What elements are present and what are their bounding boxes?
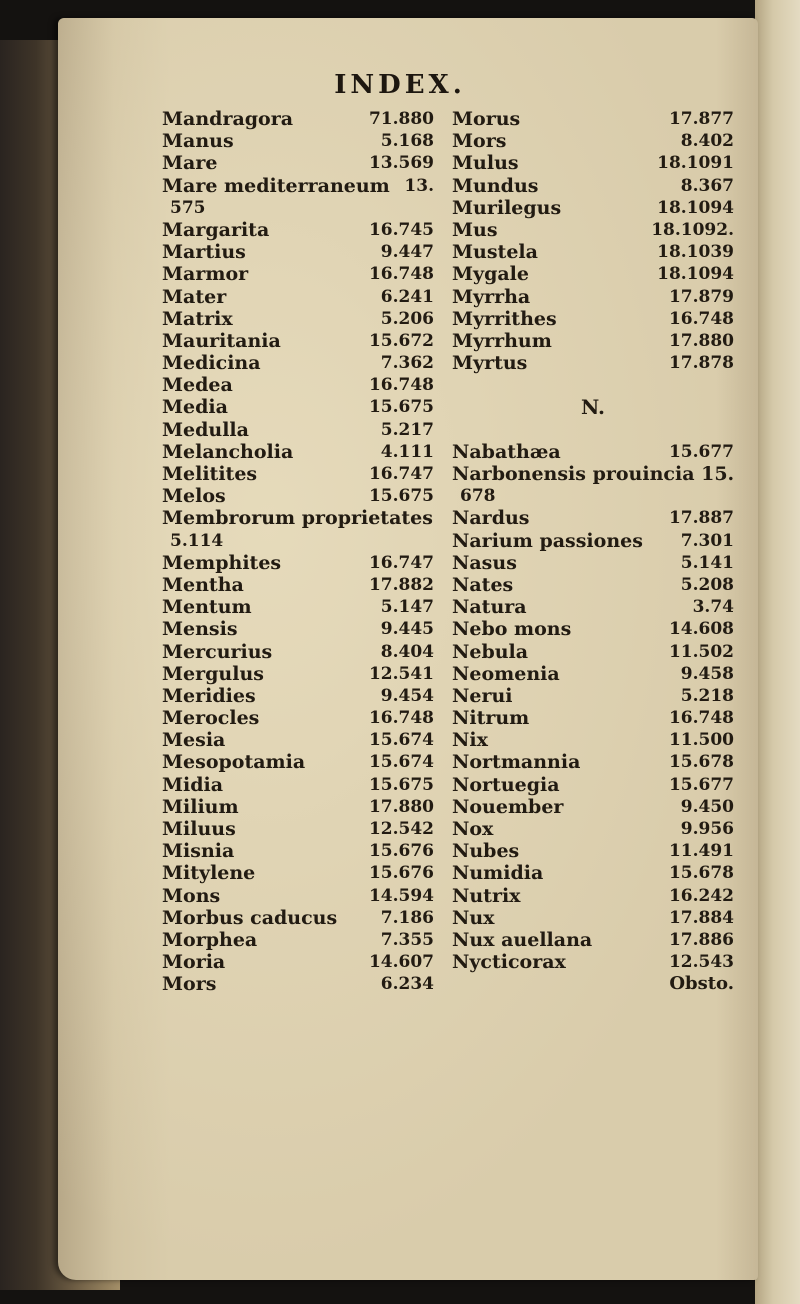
index-term: Margarita (162, 218, 270, 241)
index-reference: 5.141 (680, 552, 734, 573)
index-reference: 17.887 (668, 508, 734, 529)
index-entry (162, 308, 434, 330)
index-reference: 15.674 (368, 752, 434, 773)
index-reference: 15.675 (368, 397, 434, 418)
index-entry (162, 951, 434, 973)
index-reference: 15.675 (368, 774, 434, 795)
index-reference: 8.367 (680, 175, 734, 196)
index-reference: 7.362 (380, 353, 434, 374)
index-term: Milium (162, 795, 239, 818)
index-entry (452, 175, 734, 197)
index-entry (162, 374, 434, 396)
index-term: Morphea (162, 928, 258, 951)
index-term: Mater (162, 285, 227, 308)
index-entry (162, 596, 434, 618)
index-entry (452, 840, 734, 862)
index-entry (162, 552, 434, 574)
index-term: Myrrithes (452, 307, 557, 330)
index-term: Mare mediterraneum (162, 174, 390, 197)
index-entry (452, 862, 734, 884)
index-term: Mercurius (162, 640, 273, 663)
index-entry (162, 641, 434, 663)
index-entry (452, 796, 734, 818)
index-term: Membrorum proprietates (162, 507, 433, 530)
index-entry (452, 552, 734, 574)
index-entry (452, 130, 734, 152)
index-term: Nux auellana (452, 928, 593, 951)
index-entry (452, 308, 734, 330)
index-reference: 15.677 (668, 774, 734, 795)
index-reference: 8.404 (380, 641, 434, 662)
index-entry (162, 197, 434, 219)
index-term: Natura (452, 596, 527, 619)
index-reference: 17.878 (668, 353, 734, 374)
index-entry (452, 929, 734, 951)
index-term: Nitrum (452, 707, 530, 730)
index-reference: 14.607 (368, 952, 434, 973)
index-reference: 17.884 (668, 907, 734, 928)
index-reference: 13.569 (368, 153, 434, 174)
index-reference: 17.877 (668, 109, 734, 129)
index-reference: 8.402 (680, 131, 734, 152)
index-term: Mandragora (162, 108, 294, 130)
index-entry (162, 485, 434, 507)
index-term: Marmor (162, 263, 249, 286)
index-entry (452, 241, 734, 263)
index-term: Morus (452, 108, 521, 130)
index-term: Mentha (162, 573, 244, 596)
index-entry (162, 663, 434, 685)
index-term: Mauritania (162, 329, 281, 352)
index-entry (452, 685, 734, 707)
index-term: Numidia (452, 862, 544, 885)
index-reference: 9.458 (680, 663, 734, 684)
index-reference: 7.301 (680, 530, 734, 551)
page-header: INDEX. (334, 70, 466, 100)
index-entry (452, 885, 734, 907)
index-term: Mergulus (162, 662, 264, 685)
index-entry (162, 152, 434, 174)
index-term: Moria (162, 951, 226, 974)
index-term: Martius (162, 241, 246, 264)
index-reference: 17.880 (668, 330, 734, 351)
index-term: Narbonensis prouincia 15. (452, 463, 735, 485)
index-entry (162, 774, 434, 796)
index-reference: 18.1094 (657, 197, 734, 218)
index-reference: 15.678 (668, 863, 734, 884)
index-reference: 16.745 (368, 219, 434, 240)
index-entry (452, 419, 734, 441)
index-reference: 15.675 (368, 486, 434, 507)
index-entry (452, 374, 734, 396)
index-entry (452, 485, 734, 507)
index-column-right (452, 108, 734, 996)
index-reference: 71.880 (368, 109, 434, 129)
index-term: Nycticorax (452, 951, 566, 974)
index-entry (452, 530, 734, 552)
index-term: Neruі (452, 684, 513, 707)
index-entry (162, 108, 434, 130)
index-reference: 5.168 (380, 131, 434, 152)
index-reference: 5.206 (380, 308, 434, 329)
index-entry (162, 263, 434, 285)
index-entry (162, 796, 434, 818)
index-term: Miluus (162, 818, 236, 840)
index-entry (162, 330, 434, 352)
index-entry (162, 175, 434, 197)
index-term: Murilegus (452, 196, 562, 219)
index-entry (162, 574, 434, 596)
index-entry (162, 463, 434, 485)
index-reference: 12.543 (668, 952, 734, 973)
index-term: Narium passiones (452, 529, 643, 552)
index-term: Matrix (162, 307, 233, 330)
index-entry (452, 663, 734, 685)
index-reference: 4.111 (380, 441, 434, 462)
index-entry (452, 463, 734, 485)
index-term: Mors (452, 130, 507, 153)
index-reference: 5.218 (680, 685, 734, 706)
index-entry (452, 352, 734, 374)
index-entry (452, 574, 734, 596)
index-reference: 16.748 (368, 375, 434, 396)
index-term: Myrrhum (452, 329, 552, 352)
index-term: 5.114 (170, 530, 224, 551)
index-term: Mustela (452, 241, 538, 264)
index-entry (162, 396, 434, 418)
index-entry (162, 685, 434, 707)
index-entry (452, 286, 734, 308)
index-reference: 11.500 (668, 730, 734, 751)
index-entry (452, 441, 734, 463)
index-term: Myrrha (452, 285, 531, 308)
index-reference: 15.676 (368, 841, 434, 862)
index-reference: 17.886 (668, 929, 734, 950)
index-entry (162, 219, 434, 241)
index-reference: 15.677 (668, 441, 734, 462)
index-term: Nix (452, 729, 488, 752)
index-term: Mesopotamia (162, 751, 306, 774)
index-entry (162, 973, 434, 995)
index-entry (452, 818, 734, 840)
index-entry (452, 641, 734, 663)
index-entry (162, 729, 434, 751)
index-entry (452, 596, 734, 618)
index-reference: 5.147 (380, 597, 434, 618)
index-term: Media (162, 396, 228, 419)
index-entry (452, 729, 734, 751)
index-term: N. (581, 395, 605, 420)
index-term: Morbus caducus (162, 906, 338, 929)
index-entry (162, 907, 434, 929)
index-reference: 7.355 (380, 929, 434, 950)
index-reference: 16.748 (368, 708, 434, 729)
index-term: Melos (162, 485, 226, 508)
index-reference: 7.186 (380, 907, 434, 928)
index-entry (162, 241, 434, 263)
index-reference: 15.672 (368, 330, 434, 351)
index-reference: 5.217 (380, 419, 434, 440)
index-reference: 17.882 (368, 574, 434, 595)
index-term: Nouember (452, 795, 564, 818)
index-entry (162, 840, 434, 862)
index-term: Nardus (452, 507, 530, 530)
index-term: Mors (162, 973, 217, 996)
index-entry (452, 907, 734, 929)
index-entry (452, 618, 734, 640)
index-entry (452, 951, 734, 973)
index-term: Mesia (162, 729, 226, 752)
index-term: Nebo mons (452, 618, 572, 641)
index-term: Nox (452, 818, 494, 840)
index-entry (452, 751, 734, 773)
index-entry (162, 130, 434, 152)
index-entry (452, 263, 734, 285)
index-term: Mentum (162, 596, 252, 619)
index-term: Mygale (452, 263, 529, 286)
index-reference: 16.748 (668, 708, 734, 729)
index-term: Nubes (452, 840, 520, 863)
adjacent-page (755, 0, 800, 1304)
index-entry (162, 751, 434, 773)
index-reference: 9.450 (680, 796, 734, 817)
index-reference: 16.747 (368, 552, 434, 573)
index-reference: 11.491 (668, 841, 734, 862)
index-entry (162, 286, 434, 308)
index-reference: 17.879 (668, 286, 734, 307)
index-reference: 6.234 (380, 974, 434, 995)
index-column-left (162, 108, 434, 996)
index-reference: 5.208 (680, 574, 734, 595)
index-reference: 16.748 (668, 308, 734, 329)
index-term: Mons (162, 884, 221, 907)
index-entry (162, 929, 434, 951)
index-reference: 3.74 (692, 597, 734, 618)
index-reference: 9.447 (380, 242, 434, 263)
index-term: Merocles (162, 707, 260, 730)
index-entry (452, 152, 734, 174)
index-term: Mitylene (162, 862, 256, 885)
index-reference: 18.1091 (657, 153, 734, 174)
index-reference: 16.748 (368, 264, 434, 285)
index-term: Mensis (162, 618, 238, 641)
index-reference: 18.1092. (651, 219, 734, 240)
index-reference: 15.676 (368, 863, 434, 884)
index-entry (452, 108, 734, 130)
index-reference: 11.502 (668, 641, 734, 662)
index-entry (162, 507, 434, 529)
index-term: Memphites (162, 551, 282, 574)
index-reference: 12.542 (368, 819, 434, 839)
index-entry (452, 707, 734, 729)
index-entry (162, 352, 434, 374)
index-entry (162, 885, 434, 907)
index-reference: 13. (404, 175, 434, 196)
index-term: Medulla (162, 418, 249, 441)
catchword-row (452, 973, 734, 995)
index-reference: 17.880 (368, 796, 434, 817)
index-reference: 18.1039 (657, 242, 734, 263)
index-term: Medea (162, 374, 233, 397)
index-term: Medicina (162, 352, 261, 375)
index-entry (452, 330, 734, 352)
index-reference: 16.242 (668, 885, 734, 906)
index-term: Myrtus (452, 352, 528, 375)
catchword: Obsto. (669, 973, 734, 995)
index-entry (162, 618, 434, 640)
index-reference: 6.241 (380, 286, 434, 307)
index-term: Nates (452, 573, 514, 596)
index-term: Mare (162, 152, 218, 175)
index-term: Mulus (452, 152, 519, 175)
index-term: Nabathæa (452, 440, 561, 463)
index-term: 678 (460, 486, 496, 507)
section-letter (452, 396, 734, 418)
index-reference: 15.674 (368, 730, 434, 751)
index-reference: 15.678 (668, 752, 734, 773)
index-term: Nutrix (452, 884, 521, 907)
index-term: Nortmannia (452, 751, 581, 774)
index-entry (452, 774, 734, 796)
index-reference: 14.608 (668, 619, 734, 640)
index-term: Manus (162, 130, 234, 153)
index-term: Nebula (452, 640, 529, 663)
index-reference: 9.445 (380, 619, 434, 640)
index-reference: 9.454 (380, 685, 434, 706)
index-term: Misnia (162, 840, 235, 863)
index-reference: 12.541 (368, 663, 434, 684)
index-term: 575 (170, 197, 206, 218)
index-reference: 14.594 (368, 885, 434, 906)
index-term: Mus (452, 218, 498, 241)
index-reference: 18.1094 (657, 264, 734, 285)
index-term: Midia (162, 773, 224, 796)
index-term: Nasus (452, 551, 517, 574)
index-entry (452, 197, 734, 219)
index-entry (162, 707, 434, 729)
index-entry (162, 818, 434, 840)
index-entry (162, 530, 434, 552)
index-term: Nortuegia (452, 773, 560, 796)
index-entry (162, 441, 434, 463)
index-entry (452, 507, 734, 529)
index-reference: 9.956 (680, 819, 734, 839)
index-entry (162, 862, 434, 884)
index-term: Nux (452, 906, 495, 929)
index-term: Neomenia (452, 662, 560, 685)
index-term: Melancholia (162, 440, 294, 463)
index-reference: 16.747 (368, 464, 434, 484)
index-term: Melitites (162, 463, 258, 485)
index-entry (452, 219, 734, 241)
index-term: Mundus (452, 174, 539, 197)
index-entry (162, 419, 434, 441)
index-term: Meridies (162, 684, 256, 707)
